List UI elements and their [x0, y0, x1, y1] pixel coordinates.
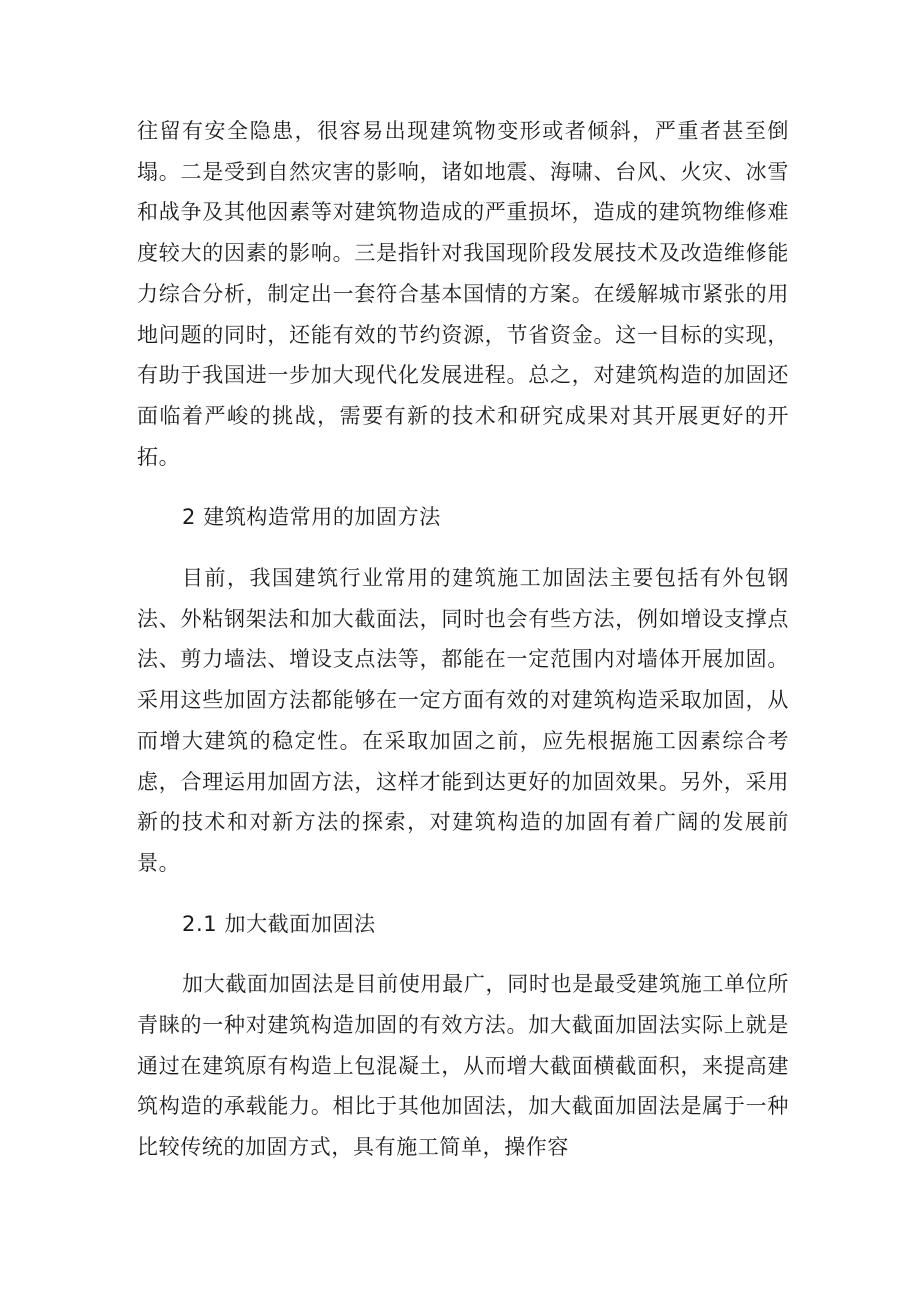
section-heading-2-1: 2.1 加大截面加固法: [182, 911, 376, 936]
spacer: [137, 538, 789, 558]
paragraph-continuation: 往留有安全隐患，很容易出现建筑物变形或者倾斜，严重者甚至倒塌。二是受到自然灾害的影响，诸如地震、海啸、台风、火灾、冰雪和战争及其他因素等对建筑物造成的严重损坏，造成的建筑物维修难度较大的因素的影响。三是指针对我国现阶段发展技术及改造维修能力综合分析，制定出一套符合基本国情的方案。在缓解城市紧张的用地问题的同时，还能有效的节约资源，节省资金。这一目标的实现，有助于我国进一步加大现代化发展进程。总之，对建筑构造的加固还面临着严峻的挑战，需要有新的技术和研究成果对其开展更好的开拓。: [137, 119, 789, 469]
document-body: [137, 111, 789, 1168]
spacer: [137, 884, 789, 904]
spacer: [137, 944, 789, 964]
paragraph-enlarged-section: 加大截面加固法是目前使用最广，同时也是最受建筑施工单位所青睐的一种对建筑构造加固的有效方法。加大截面加固法实际上就是通过在建筑原有构造上包混凝土，从而增大截面横截面积，来提高建筑构造的承载能力。相比于其他加固法，加大截面加固法是属于一种比较传统的加固方式，具有施工简单，操作容: [137, 972, 789, 1160]
paragraph-methods: 目前，我国建筑行业常用的建筑施工加固法主要包括有外包钢法、外粘钢架法和加大截面法，同时也会有些方法，例如增设支撑点法、剪力墙法、增设支点法等，都能在一定范围内对墙体开展加固。采用这些加固方法都能够在一定方面有效的对建筑构造采取加固，从而增大建筑的稳定性。在采取加固之前，应先根据施工因素综合考虑，合理运用加固方法，这样才能到达更好的加固效果。另外，采用新的技术和对新方法的探索，对建筑构造的加固有着广阔的发展前景。: [137, 566, 789, 875]
spacer: [137, 477, 789, 497]
section-heading-2: 2 建筑构造常用的加固方法: [182, 505, 441, 530]
